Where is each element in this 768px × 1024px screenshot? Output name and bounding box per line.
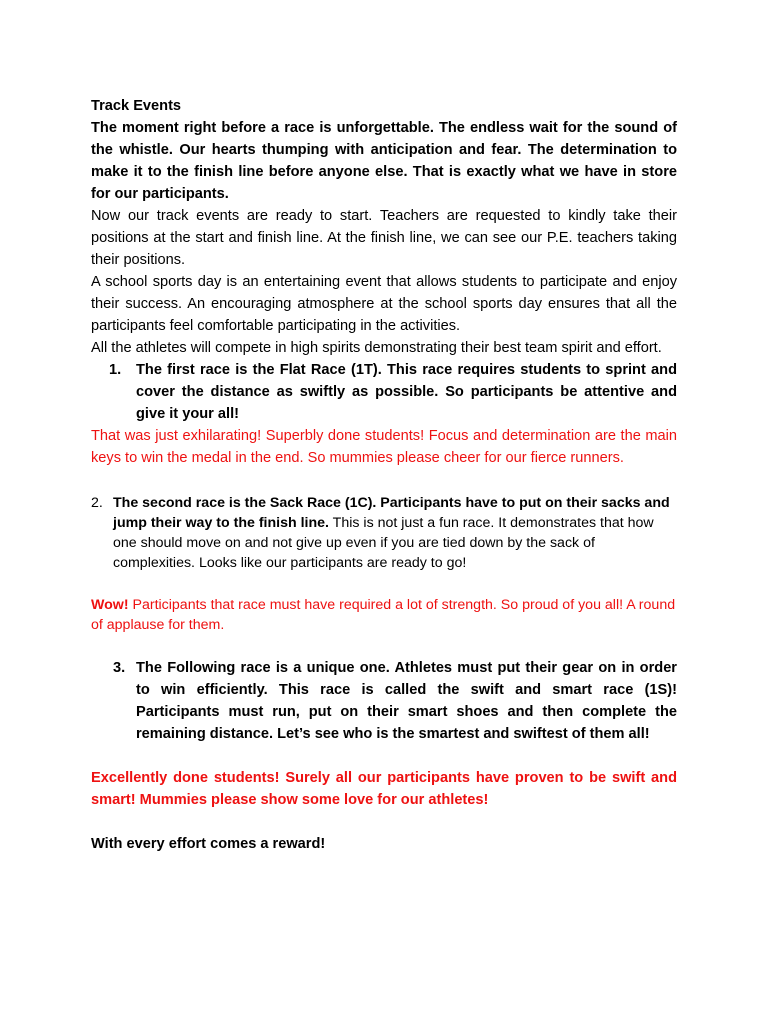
spacer <box>91 573 677 595</box>
document-page <box>91 95 677 855</box>
list-item-flat-race <box>91 359 677 425</box>
paragraph-sports-day: A school sports day is an entertaining event that allows students to participate and enjoy their success. An encouraging atmosphere at the school sports day ensures that all the participants feel comfortable participating in the activities. <box>91 274 677 334</box>
list-number: 1. <box>109 362 122 378</box>
closing-line: With every effort comes a reward! <box>91 836 326 852</box>
comment-rest: Participants that race must have required a lot of strength. So proud of you all! A round of applause for them. <box>91 597 676 633</box>
comment-sack-race <box>91 595 677 635</box>
document-heading: Track Events <box>91 98 182 114</box>
list-item-text: The first race is the Flat Race (1T). This race requires students to sprint and cover the distance as swiftly as possible. So participants be attentive and give it your all! <box>136 362 677 422</box>
list-item-swift-smart-race <box>91 657 677 745</box>
spacer <box>91 635 677 657</box>
intro-paragraph: The moment right before a race is unforgettable. The endless wait for the sound of the whistle. Our hearts thumping with anticipation and fear. The determination to make it to the finish line before anyone else. That is exactly what we have in store for our participants. <box>91 120 677 202</box>
paragraph-athletes: All the athletes will compete in high spirits demonstrating their best team spirit and effort. <box>91 340 662 356</box>
paragraph-track-events-start: Now our track events are ready to start. Teachers are requested to kindly take their positions at the start and finish line. At the finish line, we can see our P.E. teachers taking their positions. <box>91 208 677 268</box>
comment-lead: Wow! <box>91 597 129 613</box>
list-item-text: The Following race is a unique one. Athletes must put their gear on in order to win efficiently. This race is called the swift and smart race (1S)! Participants must run, put on their smart shoes and then complete the remaining distance. Let’s see who is the smartest and swiftest of them all! <box>136 660 677 742</box>
list-item-text-bold: The second race is the Sack Race (1C). Participants have to put on their sacks and jump their way to the finish line. <box>113 495 670 531</box>
list-number: 3. <box>113 660 126 676</box>
spacer <box>91 811 677 833</box>
list-number: 2. <box>91 495 103 511</box>
comment-swift-smart-race: Excellently done students! Surely all our participants have proven to be swift and smart! Mummies please show some love for our athletes! <box>91 770 677 808</box>
spacer <box>91 469 677 493</box>
list-item-sack-race <box>91 493 677 573</box>
comment-flat-race: That was just exhilarating! Superbly done students! Focus and determination are the main keys to win the medal in the end. So mummies please cheer for our fierce runners. <box>91 428 677 466</box>
list-item-text: This is not just a fun race. It demonstrates that how one should move on and not give up even if you are tied down by the sack of complexities. Looks like our participants are ready to go! <box>113 515 654 571</box>
spacer <box>91 745 677 767</box>
